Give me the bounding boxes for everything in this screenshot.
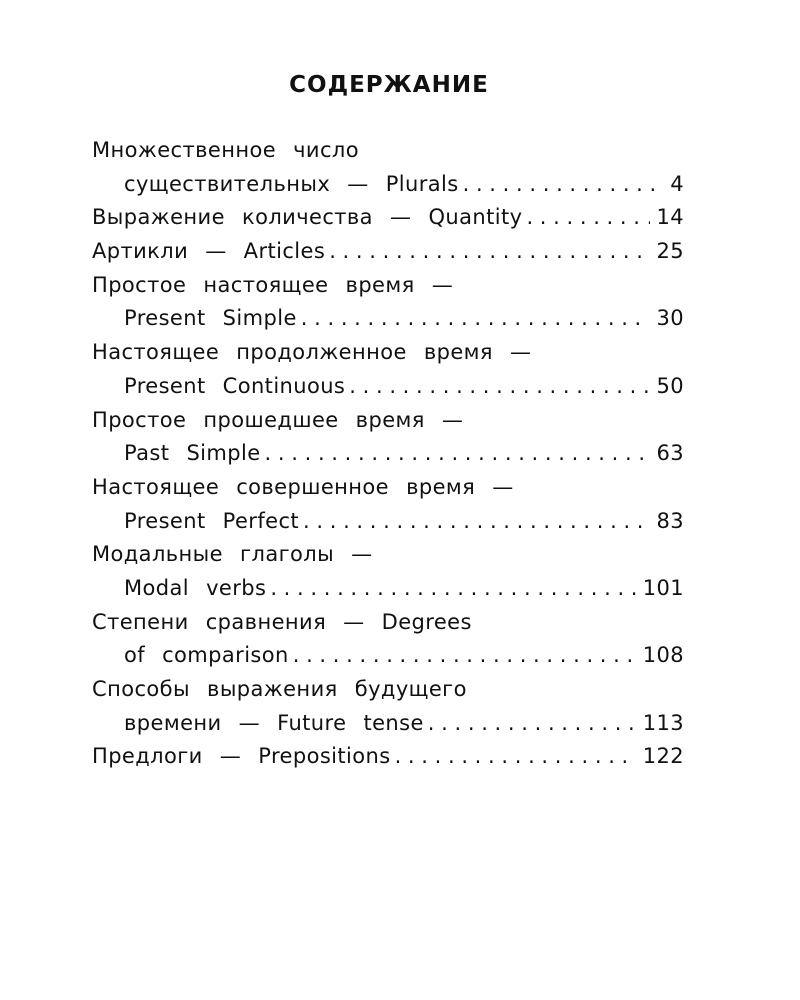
toc-entry-text: существительных — Plurals	[124, 171, 459, 196]
toc-entry-text: Настоящее совершенное время —	[92, 474, 514, 499]
toc-entry	[92, 740, 684, 774]
toc-entry-text: Способы выражения будущего	[92, 677, 467, 701]
toc-entry-text: Простое настоящее время —	[92, 272, 454, 297]
toc-entry-text: Степени сравнения — Degrees	[92, 609, 472, 634]
dot-leader	[299, 505, 650, 539]
toc-page-number: 63	[656, 441, 684, 466]
toc-page-number: 122	[642, 744, 684, 769]
toc-entry-heading	[92, 134, 684, 168]
toc-page-number: 101	[642, 575, 684, 600]
toc-entry	[92, 201, 684, 235]
toc-entry	[92, 235, 684, 269]
toc-entry-text: Предлоги — Prepositions	[92, 744, 391, 769]
toc-page-number: 113	[642, 710, 684, 735]
toc-entry-text: Past Simple	[124, 441, 261, 466]
page-title: СОДЕРЖАНИЕ	[289, 72, 489, 98]
toc-entry-heading	[92, 606, 684, 640]
toc-entry-text: Present Simple	[124, 306, 297, 331]
toc-page-number: 30	[656, 306, 684, 331]
toc-entry-heading	[92, 471, 684, 505]
dot-leader	[297, 302, 651, 336]
dot-leader	[345, 370, 650, 404]
dot-leader	[266, 572, 636, 606]
toc-entry-text: времени — Future tense	[124, 710, 424, 735]
toc-entry-text: Модальные глаголы —	[92, 542, 373, 567]
toc-entry-text: Настоящее продолженное время —	[92, 340, 532, 365]
toc-entry	[92, 302, 684, 336]
toc-entry	[92, 437, 684, 471]
toc-entry-text: Present Continuous	[124, 373, 346, 398]
toc-entry	[92, 572, 684, 606]
toc-entry	[92, 707, 684, 741]
dot-leader	[325, 235, 650, 269]
dot-leader	[424, 707, 637, 741]
toc-page-number: 14	[656, 205, 684, 230]
toc-page-number: 50	[656, 373, 684, 398]
toc-page-number: 108	[642, 643, 684, 668]
toc-entry-text: Modal verbs	[124, 575, 267, 600]
toc-entry	[92, 505, 684, 539]
dot-leader	[522, 201, 650, 235]
dot-leader	[459, 168, 665, 202]
toc-page-number: 25	[656, 239, 684, 264]
dot-leader	[289, 639, 637, 673]
toc-entry	[92, 370, 684, 404]
toc-entry-text: Present Perfect	[124, 508, 300, 533]
toc-entry	[92, 168, 684, 202]
toc-entry-text: Множественное число	[92, 138, 359, 162]
dot-leader	[391, 740, 637, 774]
toc-entry-heading	[92, 404, 684, 438]
toc-entry-text: Простое прошедшее время —	[92, 407, 464, 432]
toc-entry-text: Артикли — Articles	[92, 239, 326, 264]
toc-entry-text: of comparison	[124, 643, 289, 668]
table-of-contents	[92, 134, 684, 774]
toc-entry	[92, 639, 684, 673]
toc-entry-heading	[92, 673, 684, 707]
toc-entry-heading	[92, 336, 684, 370]
toc-entry-heading	[92, 269, 684, 303]
dot-leader	[261, 437, 651, 471]
toc-page-number: 83	[656, 508, 684, 533]
toc-entry-heading	[92, 538, 684, 572]
toc-page-number: 4	[670, 171, 684, 196]
toc-entry-text: Выражение количества — Quantity	[92, 205, 523, 230]
